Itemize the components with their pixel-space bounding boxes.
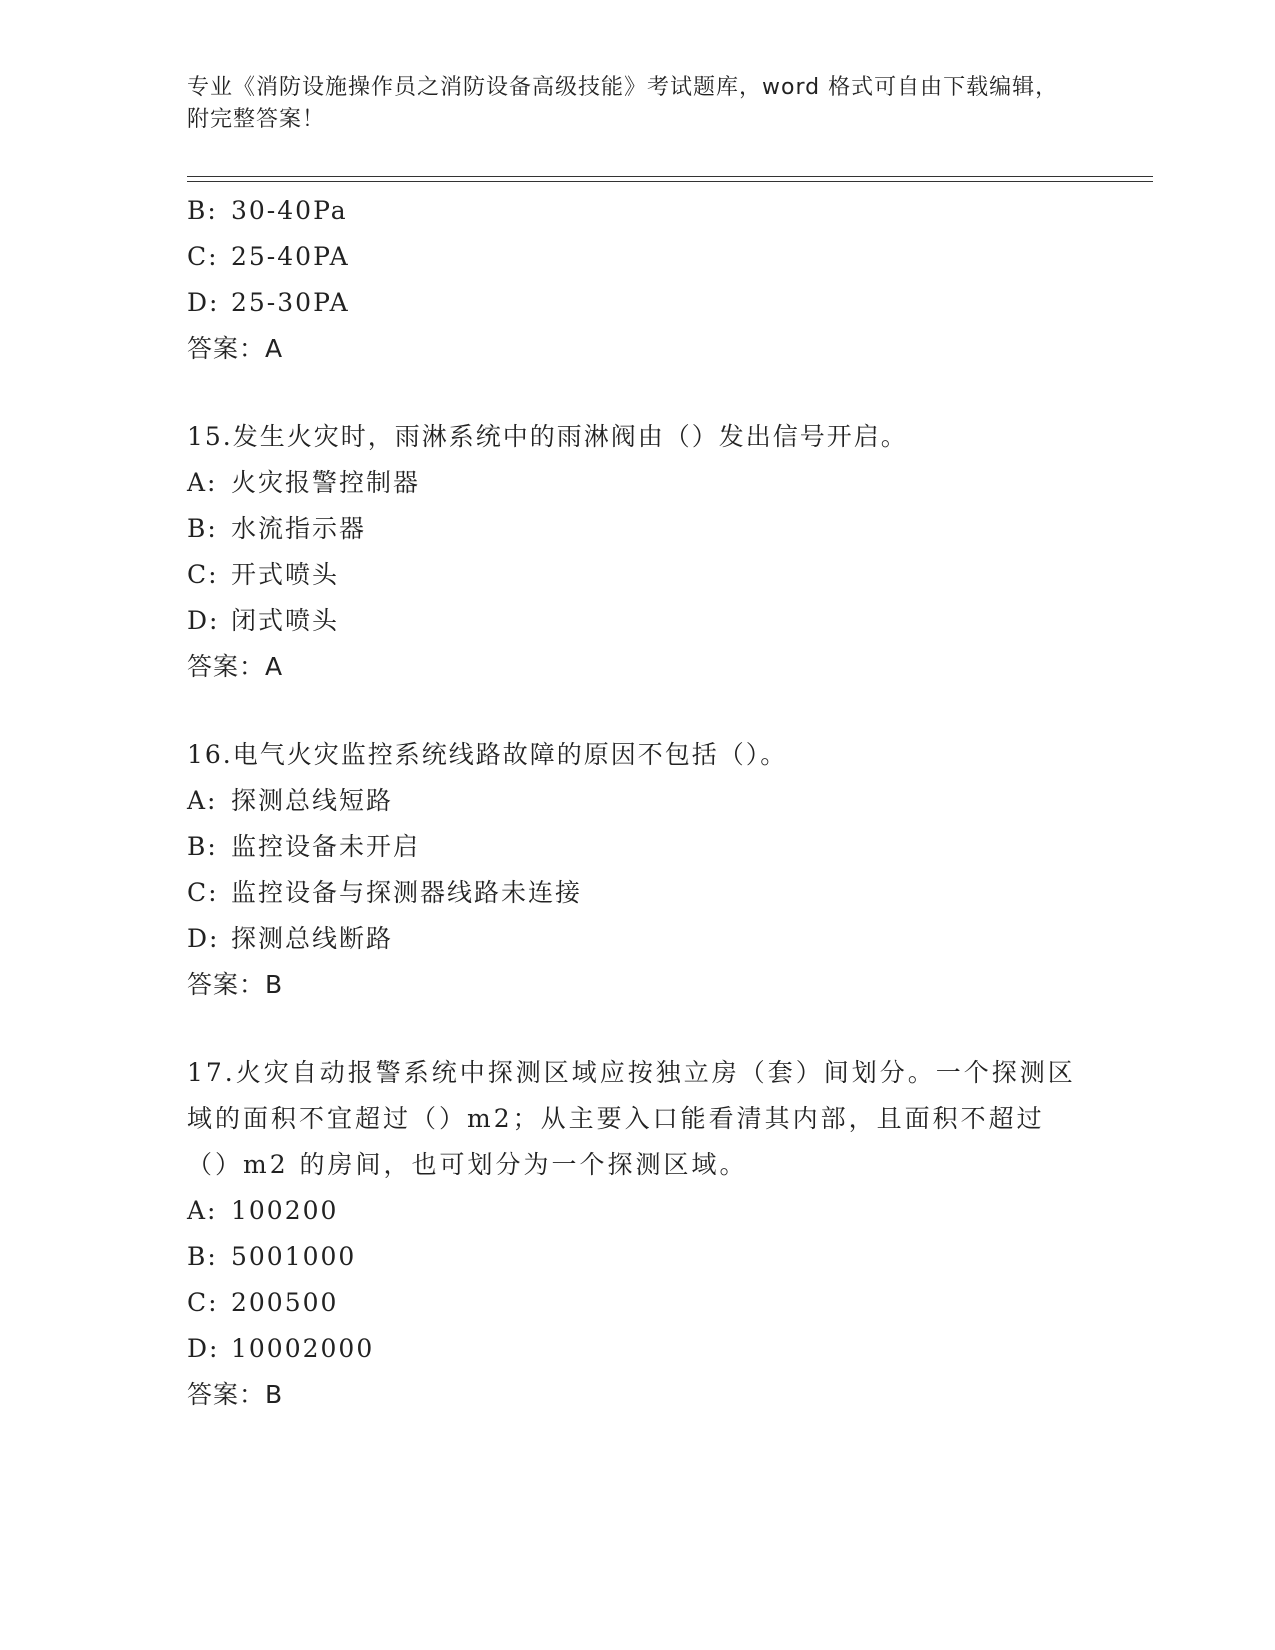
question-16-block [187,732,1087,1008]
answer-line: 答案：B [187,970,284,999]
option-item [187,460,1087,506]
option-item [187,280,1087,326]
option-label: B: [187,514,218,543]
option-text: 100200 [231,1196,339,1225]
option-item [187,1188,1087,1234]
question-stem: 15.发生火灾时，雨淋系统中的雨淋阀由（）发出信号开启。 [187,422,908,451]
option-item [187,824,1087,870]
spacer [187,690,1087,732]
option-label: A: [187,468,218,497]
option-text: 监控设备未开启 [231,832,421,861]
question-stem: 17.火灾自动报警系统中探测区域应按独立房（套）间划分。一个探测区域的面积不宜超过（）m2；从主要入口能看清其内部，且面积不超过（）m2 的房间，也可划分为一个探测区域。 [187,1058,1076,1179]
spacer [187,372,1087,414]
answer-line: 答案：B [187,1380,284,1409]
option-label: A: [187,1196,218,1225]
option-text: 闭式喷头 [231,606,340,635]
header-divider-top [187,176,1153,177]
option-label: B: [187,1242,218,1271]
option-label: B: [187,196,218,225]
question-content [187,188,1087,1418]
option-label: C: [187,560,219,589]
option-item [187,506,1087,552]
option-text: 5001000 [231,1242,357,1271]
option-item [187,1280,1087,1326]
option-text: 监控设备与探测器线路未连接 [231,878,583,907]
answer-line: 答案：A [187,334,284,363]
prev-question-block [187,188,1087,372]
option-label: D: [187,288,220,317]
option-label: C: [187,1288,219,1317]
option-text: 探测总线断路 [231,924,394,953]
header-divider-bottom [187,181,1153,182]
option-text: 25-40PA [231,242,350,271]
question-stem: 16.电气火灾监控系统线路故障的原因不包括（）。 [187,740,788,769]
option-label: D: [187,1334,220,1363]
option-text: 开式喷头 [231,560,340,589]
option-text: 火灾报警控制器 [231,468,421,497]
option-label: C: [187,242,219,271]
option-item [187,552,1087,598]
option-item [187,870,1087,916]
answer-line: 答案：A [187,652,284,681]
option-label: D: [187,606,220,635]
option-text: 25-30PA [231,288,350,317]
option-item [187,598,1087,644]
option-item [187,778,1087,824]
question-17-block [187,1050,1087,1418]
option-item [187,234,1087,280]
option-text: 30-40Pa [231,196,348,225]
option-item [187,1326,1087,1372]
option-text: 10002000 [231,1334,375,1363]
option-label: A: [187,786,218,815]
question-15-block [187,414,1087,690]
option-label: C: [187,878,219,907]
option-item [187,916,1087,962]
document-header: 专业《消防设施操作员之消防设备高级技能》考试题库，word 格式可自由下载编辑，附完整答案！ [187,75,1059,132]
option-label: B: [187,832,218,861]
option-text: 200500 [231,1288,339,1317]
spacer [187,1008,1087,1050]
option-text: 水流指示器 [231,514,367,543]
option-item [187,1234,1087,1280]
option-label: D: [187,924,220,953]
option-item [187,188,1087,234]
option-text: 探测总线短路 [231,786,394,815]
